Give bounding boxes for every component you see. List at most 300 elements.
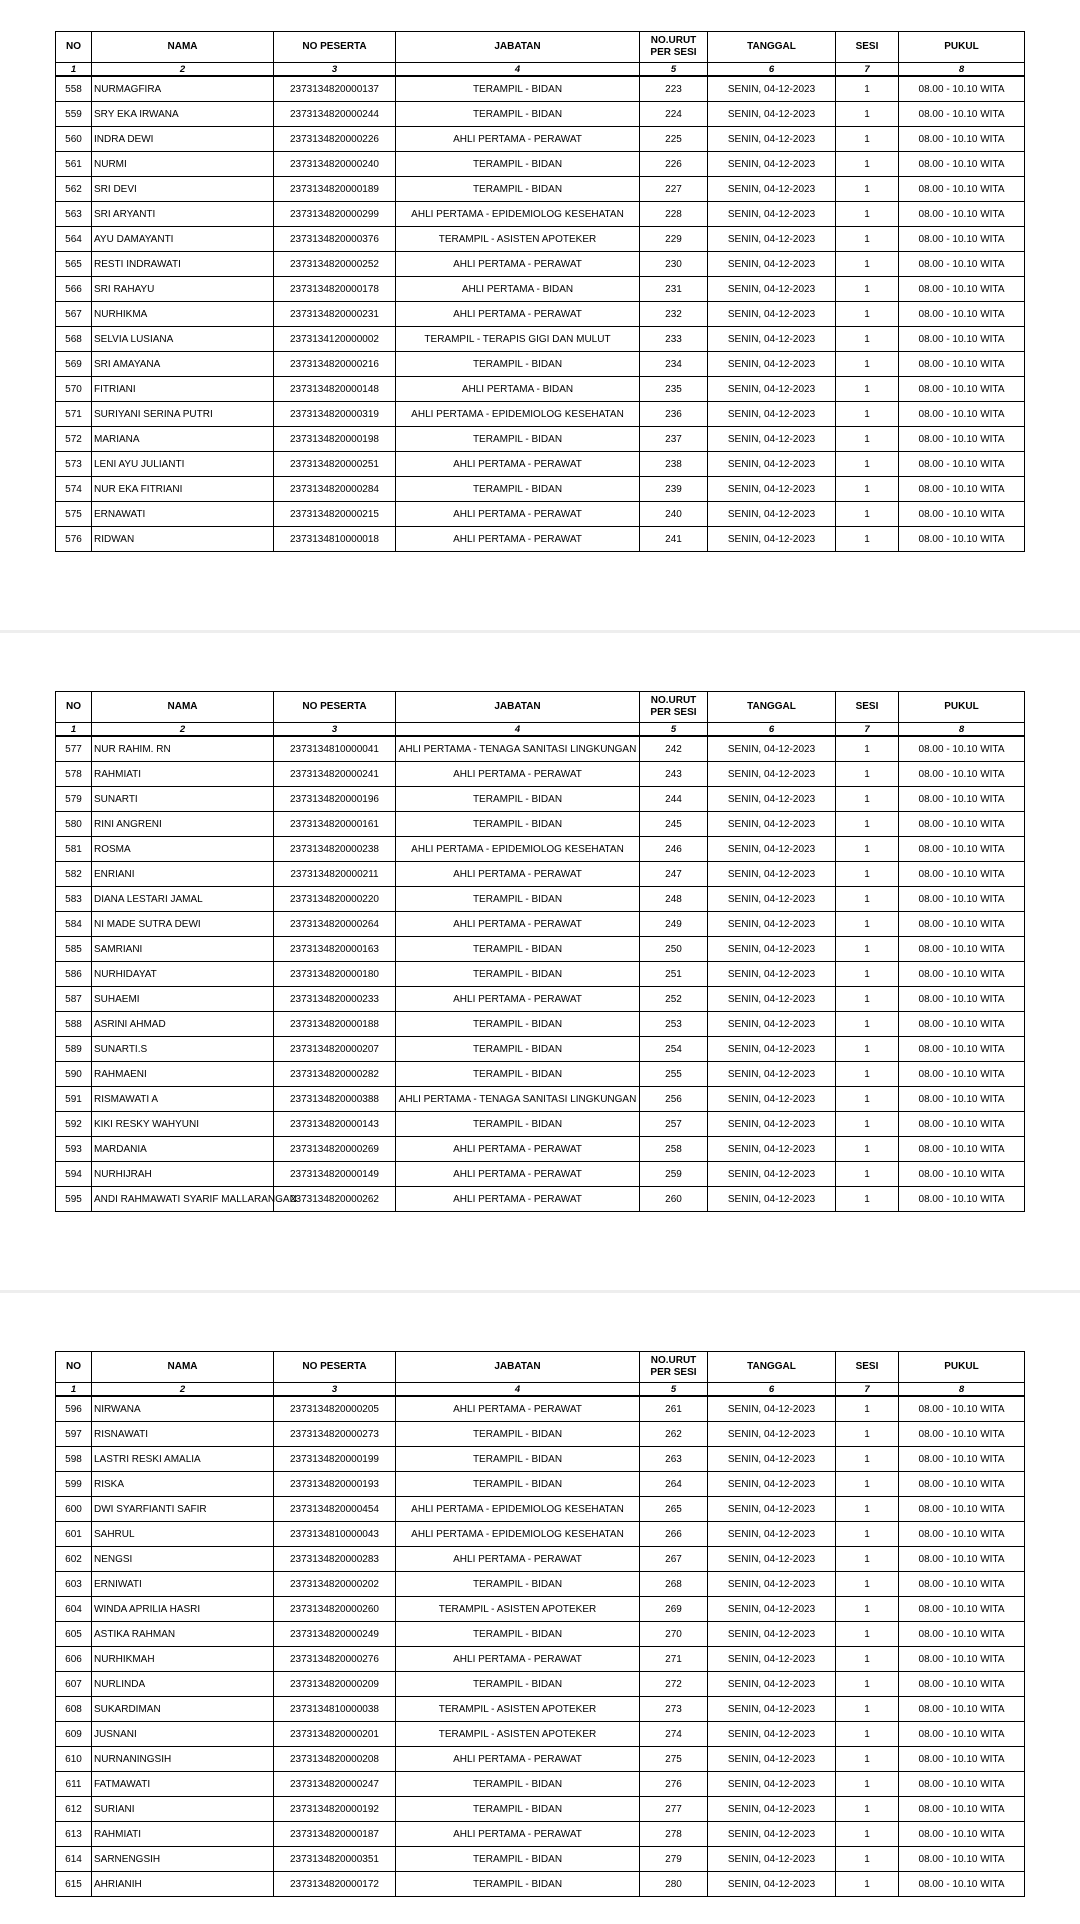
tanggal-cell: SENIN, 04-12-2023 xyxy=(708,527,836,552)
column-index: 2 xyxy=(92,63,274,77)
table-row xyxy=(56,227,1025,252)
no-peserta-cell: 2373134820000252 xyxy=(274,252,396,277)
no-urut-cell: 259 xyxy=(640,1162,708,1187)
table-row xyxy=(56,452,1025,477)
sesi-cell: 1 xyxy=(836,177,899,202)
column-index: 8 xyxy=(899,1383,1025,1397)
nama-cell: ANDI RAHMAWATI SYARIF MALLARANGAN xyxy=(92,1187,274,1212)
pukul-cell: 08.00 - 10.10 WITA xyxy=(899,1547,1025,1572)
table-row xyxy=(56,76,1025,102)
sesi-cell: 1 xyxy=(836,1137,899,1162)
pukul-cell: 08.00 - 10.10 WITA xyxy=(899,1062,1025,1087)
no-cell: 582 xyxy=(56,862,92,887)
no-peserta-cell: 2373134820000196 xyxy=(274,787,396,812)
no-urut-cell: 273 xyxy=(640,1697,708,1722)
no-peserta-cell: 2373134820000299 xyxy=(274,202,396,227)
no-peserta-cell: 2373134820000161 xyxy=(274,812,396,837)
table-row xyxy=(56,1547,1025,1572)
tanggal-cell: SENIN, 04-12-2023 xyxy=(708,1747,836,1772)
table-row xyxy=(56,427,1025,452)
sesi-cell: 1 xyxy=(836,1187,899,1212)
no-peserta-cell: 2373134820000264 xyxy=(274,912,396,937)
no-cell: 597 xyxy=(56,1422,92,1447)
no-urut-cell: 254 xyxy=(640,1037,708,1062)
column-header-no-urut: NO.URUT PER SESI xyxy=(640,692,708,723)
tanggal-cell: SENIN, 04-12-2023 xyxy=(708,762,836,787)
nama-cell: ROSMA xyxy=(92,837,274,862)
pukul-cell: 08.00 - 10.10 WITA xyxy=(899,1112,1025,1137)
pukul-cell: 08.00 - 10.10 WITA xyxy=(899,862,1025,887)
tanggal-cell: SENIN, 04-12-2023 xyxy=(708,1772,836,1797)
no-cell: 599 xyxy=(56,1472,92,1497)
nama-cell: DWI SYARFIANTI SAFIR xyxy=(92,1497,274,1522)
column-index: 1 xyxy=(56,63,92,77)
no-peserta-cell: 2373134820000149 xyxy=(274,1162,396,1187)
pukul-cell: 08.00 - 10.10 WITA xyxy=(899,762,1025,787)
table-row xyxy=(56,1672,1025,1697)
no-peserta-cell: 2373134820000269 xyxy=(274,1137,396,1162)
nama-cell: ASTIKA RAHMAN xyxy=(92,1622,274,1647)
roster-page-1 xyxy=(55,31,1024,552)
pukul-cell: 08.00 - 10.10 WITA xyxy=(899,1396,1025,1422)
tanggal-cell: SENIN, 04-12-2023 xyxy=(708,377,836,402)
table-row xyxy=(56,1062,1025,1087)
no-urut-cell: 229 xyxy=(640,227,708,252)
sesi-cell: 1 xyxy=(836,1822,899,1847)
sesi-cell: 1 xyxy=(836,1772,899,1797)
pukul-cell: 08.00 - 10.10 WITA xyxy=(899,252,1025,277)
sesi-cell: 1 xyxy=(836,1422,899,1447)
no-urut-cell: 240 xyxy=(640,502,708,527)
sesi-cell: 1 xyxy=(836,202,899,227)
no-cell: 563 xyxy=(56,202,92,227)
sesi-cell: 1 xyxy=(836,152,899,177)
tanggal-cell: SENIN, 04-12-2023 xyxy=(708,1872,836,1897)
no-urut-cell: 236 xyxy=(640,402,708,427)
pukul-cell: 08.00 - 10.10 WITA xyxy=(899,1572,1025,1597)
nama-cell: JUSNANI xyxy=(92,1722,274,1747)
pukul-cell: 08.00 - 10.10 WITA xyxy=(899,812,1025,837)
jabatan-cell: AHLI PERTAMA - EPIDEMIOLOG KESEHATAN xyxy=(396,202,640,227)
no-peserta-cell: 2373134820000188 xyxy=(274,1012,396,1037)
tanggal-cell: SENIN, 04-12-2023 xyxy=(708,502,836,527)
jabatan-cell: AHLI PERTAMA - PERAWAT xyxy=(396,1647,640,1672)
no-peserta-cell: 2373134820000178 xyxy=(274,277,396,302)
jabatan-cell: AHLI PERTAMA - EPIDEMIOLOG KESEHATAN xyxy=(396,837,640,862)
jabatan-cell: TERAMPIL - BIDAN xyxy=(396,427,640,452)
jabatan-cell: TERAMPIL - BIDAN xyxy=(396,812,640,837)
no-cell: 589 xyxy=(56,1037,92,1062)
no-urut-cell: 278 xyxy=(640,1822,708,1847)
nama-cell: RAHMIATI xyxy=(92,1822,274,1847)
pukul-cell: 08.00 - 10.10 WITA xyxy=(899,1797,1025,1822)
no-cell: 559 xyxy=(56,102,92,127)
tanggal-cell: SENIN, 04-12-2023 xyxy=(708,352,836,377)
no-urut-cell: 264 xyxy=(640,1472,708,1497)
column-index: 4 xyxy=(396,723,640,737)
tanggal-cell: SENIN, 04-12-2023 xyxy=(708,127,836,152)
table-row xyxy=(56,352,1025,377)
no-peserta-cell: 2373134820000233 xyxy=(274,987,396,1012)
no-cell: 603 xyxy=(56,1572,92,1597)
no-cell: 586 xyxy=(56,962,92,987)
jabatan-cell: TERAMPIL - ASISTEN APOTEKER xyxy=(396,1722,640,1747)
pukul-cell: 08.00 - 10.10 WITA xyxy=(899,452,1025,477)
no-peserta-cell: 2373134820000273 xyxy=(274,1422,396,1447)
column-index: 3 xyxy=(274,63,396,77)
no-peserta-cell: 2373134820000376 xyxy=(274,227,396,252)
nama-cell: DIANA LESTARI JAMAL xyxy=(92,887,274,912)
no-urut-cell: 280 xyxy=(640,1872,708,1897)
column-header-no-peserta: NO PESERTA xyxy=(274,1352,396,1383)
no-cell: 601 xyxy=(56,1522,92,1547)
table-row xyxy=(56,327,1025,352)
pukul-cell: 08.00 - 10.10 WITA xyxy=(899,527,1025,552)
tanggal-cell: SENIN, 04-12-2023 xyxy=(708,202,836,227)
pukul-cell: 08.00 - 10.10 WITA xyxy=(899,1847,1025,1872)
table-row xyxy=(56,862,1025,887)
column-header-no-urut: NO.URUT PER SESI xyxy=(640,32,708,63)
no-urut-cell: 255 xyxy=(640,1062,708,1087)
no-peserta-cell: 2373134820000283 xyxy=(274,1547,396,1572)
sesi-cell: 1 xyxy=(836,1522,899,1547)
column-header-pukul: PUKUL xyxy=(899,32,1025,63)
no-peserta-cell: 2373134820000388 xyxy=(274,1087,396,1112)
tanggal-cell: SENIN, 04-12-2023 xyxy=(708,452,836,477)
column-header-no: NO xyxy=(56,1352,92,1383)
table-row xyxy=(56,1447,1025,1472)
nama-cell: ASRINI AHMAD xyxy=(92,1012,274,1037)
jabatan-cell: AHLI PERTAMA - PERAWAT xyxy=(396,1187,640,1212)
sesi-cell: 1 xyxy=(836,277,899,302)
no-peserta-cell: 2373134820000207 xyxy=(274,1037,396,1062)
tanggal-cell: SENIN, 04-12-2023 xyxy=(708,1137,836,1162)
nama-cell: SRI AMAYANA xyxy=(92,352,274,377)
nama-cell: NIRWANA xyxy=(92,1396,274,1422)
table-row xyxy=(56,1087,1025,1112)
no-cell: 566 xyxy=(56,277,92,302)
column-header-nama: NAMA xyxy=(92,692,274,723)
sesi-cell: 1 xyxy=(836,1162,899,1187)
column-index: 5 xyxy=(640,63,708,77)
column-header-jabatan: JABATAN xyxy=(396,692,640,723)
pukul-cell: 08.00 - 10.10 WITA xyxy=(899,427,1025,452)
tanggal-cell: SENIN, 04-12-2023 xyxy=(708,477,836,502)
nama-cell: SRI ARYANTI xyxy=(92,202,274,227)
column-index: 6 xyxy=(708,723,836,737)
jabatan-cell: TERAMPIL - BIDAN xyxy=(396,1797,640,1822)
pukul-cell: 08.00 - 10.10 WITA xyxy=(899,1597,1025,1622)
nama-cell: NURLINDA xyxy=(92,1672,274,1697)
no-peserta-cell: 2373134810000038 xyxy=(274,1697,396,1722)
pukul-cell: 08.00 - 10.10 WITA xyxy=(899,736,1025,762)
tanggal-cell: SENIN, 04-12-2023 xyxy=(708,1112,836,1137)
tanggal-cell: SENIN, 04-12-2023 xyxy=(708,862,836,887)
no-urut-cell: 257 xyxy=(640,1112,708,1137)
column-index-row xyxy=(56,723,1025,737)
no-urut-cell: 260 xyxy=(640,1187,708,1212)
no-cell: 596 xyxy=(56,1396,92,1422)
no-urut-cell: 277 xyxy=(640,1797,708,1822)
no-peserta-cell: 2373134810000018 xyxy=(274,527,396,552)
no-cell: 606 xyxy=(56,1647,92,1672)
tanggal-cell: SENIN, 04-12-2023 xyxy=(708,812,836,837)
tanggal-cell: SENIN, 04-12-2023 xyxy=(708,302,836,327)
no-cell: 610 xyxy=(56,1747,92,1772)
jabatan-cell: AHLI PERTAMA - BIDAN xyxy=(396,277,640,302)
jabatan-cell: AHLI PERTAMA - PERAWAT xyxy=(396,1137,640,1162)
no-peserta-cell: 2373134820000211 xyxy=(274,862,396,887)
pukul-cell: 08.00 - 10.10 WITA xyxy=(899,787,1025,812)
no-urut-cell: 261 xyxy=(640,1396,708,1422)
no-peserta-cell: 2373134820000216 xyxy=(274,352,396,377)
jabatan-cell: TERAMPIL - BIDAN xyxy=(396,102,640,127)
no-peserta-cell: 2373134820000187 xyxy=(274,1822,396,1847)
column-index: 3 xyxy=(274,1383,396,1397)
no-urut-cell: 274 xyxy=(640,1722,708,1747)
no-cell: 568 xyxy=(56,327,92,352)
table-row xyxy=(56,252,1025,277)
jabatan-cell: TERAMPIL - BIDAN xyxy=(396,177,640,202)
pukul-cell: 08.00 - 10.10 WITA xyxy=(899,127,1025,152)
no-peserta-cell: 2373134820000319 xyxy=(274,402,396,427)
pukul-cell: 08.00 - 10.10 WITA xyxy=(899,1622,1025,1647)
table-row xyxy=(56,1697,1025,1722)
jabatan-cell: TERAMPIL - BIDAN xyxy=(396,1772,640,1797)
sesi-cell: 1 xyxy=(836,987,899,1012)
column-header-tanggal: TANGGAL xyxy=(708,1352,836,1383)
tanggal-cell: SENIN, 04-12-2023 xyxy=(708,937,836,962)
jabatan-cell: AHLI PERTAMA - PERAWAT xyxy=(396,762,640,787)
sesi-cell: 1 xyxy=(836,1112,899,1137)
no-urut-cell: 225 xyxy=(640,127,708,152)
tanggal-cell: SENIN, 04-12-2023 xyxy=(708,402,836,427)
pukul-cell: 08.00 - 10.10 WITA xyxy=(899,1137,1025,1162)
nama-cell: SUHAEMI xyxy=(92,987,274,1012)
nama-cell: SRY EKA IRWANA xyxy=(92,102,274,127)
no-urut-cell: 246 xyxy=(640,837,708,862)
column-header-no-peserta: NO PESERTA xyxy=(274,32,396,63)
no-urut-cell: 232 xyxy=(640,302,708,327)
no-cell: 577 xyxy=(56,736,92,762)
no-cell: 585 xyxy=(56,937,92,962)
no-urut-cell: 242 xyxy=(640,736,708,762)
tanggal-cell: SENIN, 04-12-2023 xyxy=(708,1012,836,1037)
sesi-cell: 1 xyxy=(836,1547,899,1572)
jabatan-cell: TERAMPIL - TERAPIS GIGI DAN MULUT xyxy=(396,327,640,352)
column-index: 6 xyxy=(708,63,836,77)
no-urut-cell: 252 xyxy=(640,987,708,1012)
no-peserta-cell: 2373134820000180 xyxy=(274,962,396,987)
nama-cell: NURNANINGSIH xyxy=(92,1747,274,1772)
tanggal-cell: SENIN, 04-12-2023 xyxy=(708,736,836,762)
pukul-cell: 08.00 - 10.10 WITA xyxy=(899,1447,1025,1472)
table-row xyxy=(56,1472,1025,1497)
nama-cell: SRI DEVI xyxy=(92,177,274,202)
no-peserta-cell: 2373134820000163 xyxy=(274,937,396,962)
tanggal-cell: SENIN, 04-12-2023 xyxy=(708,1037,836,1062)
no-cell: 594 xyxy=(56,1162,92,1187)
sesi-cell: 1 xyxy=(836,302,899,327)
no-peserta-cell: 2373134820000247 xyxy=(274,1772,396,1797)
no-peserta-cell: 2373134820000282 xyxy=(274,1062,396,1087)
sesi-cell: 1 xyxy=(836,1847,899,1872)
pukul-cell: 08.00 - 10.10 WITA xyxy=(899,327,1025,352)
no-cell: 613 xyxy=(56,1822,92,1847)
sesi-cell: 1 xyxy=(836,1647,899,1672)
jabatan-cell: TERAMPIL - BIDAN xyxy=(396,1037,640,1062)
nama-cell: SURIYANI SERINA PUTRI xyxy=(92,402,274,427)
table-row xyxy=(56,1112,1025,1137)
sesi-cell: 1 xyxy=(836,1722,899,1747)
table-row xyxy=(56,1647,1025,1672)
table-row xyxy=(56,1597,1025,1622)
jabatan-cell: AHLI PERTAMA - PERAWAT xyxy=(396,1396,640,1422)
no-urut-cell: 263 xyxy=(640,1447,708,1472)
nama-cell: MARDANIA xyxy=(92,1137,274,1162)
no-urut-cell: 256 xyxy=(640,1087,708,1112)
pukul-cell: 08.00 - 10.10 WITA xyxy=(899,837,1025,862)
no-peserta-cell: 2373134820000284 xyxy=(274,477,396,502)
table-row xyxy=(56,377,1025,402)
no-peserta-cell: 2373134820000260 xyxy=(274,1597,396,1622)
no-urut-cell: 224 xyxy=(640,102,708,127)
jabatan-cell: AHLI PERTAMA - PERAWAT xyxy=(396,502,640,527)
no-urut-cell: 265 xyxy=(640,1497,708,1522)
no-peserta-cell: 2373134820000454 xyxy=(274,1497,396,1522)
no-urut-cell: 241 xyxy=(640,527,708,552)
nama-cell: NURHIKMA xyxy=(92,302,274,327)
sesi-cell: 1 xyxy=(836,1797,899,1822)
table-row xyxy=(56,302,1025,327)
tanggal-cell: SENIN, 04-12-2023 xyxy=(708,1422,836,1447)
pukul-cell: 08.00 - 10.10 WITA xyxy=(899,1672,1025,1697)
nama-cell: INDRA DEWI xyxy=(92,127,274,152)
table-row xyxy=(56,1747,1025,1772)
sesi-cell: 1 xyxy=(836,352,899,377)
table-row xyxy=(56,527,1025,552)
no-peserta-cell: 2373134820000351 xyxy=(274,1847,396,1872)
nama-cell: SAHRUL xyxy=(92,1522,274,1547)
sesi-cell: 1 xyxy=(836,1622,899,1647)
no-cell: 587 xyxy=(56,987,92,1012)
column-header-nama: NAMA xyxy=(92,1352,274,1383)
tanggal-cell: SENIN, 04-12-2023 xyxy=(708,1847,836,1872)
tanggal-cell: SENIN, 04-12-2023 xyxy=(708,1187,836,1212)
nama-cell: LASTRI RESKI AMALIA xyxy=(92,1447,274,1472)
jabatan-cell: TERAMPIL - ASISTEN APOTEKER xyxy=(396,1697,640,1722)
table-row xyxy=(56,1137,1025,1162)
table-row xyxy=(56,1497,1025,1522)
nama-cell: NURHIDAYAT xyxy=(92,962,274,987)
sesi-cell: 1 xyxy=(836,912,899,937)
no-urut-cell: 250 xyxy=(640,937,708,962)
no-cell: 581 xyxy=(56,837,92,862)
page-separator xyxy=(0,630,1080,633)
no-cell: 580 xyxy=(56,812,92,837)
participant-table xyxy=(55,691,1025,1212)
table-row xyxy=(56,1722,1025,1747)
table-row xyxy=(56,1187,1025,1212)
no-urut-cell: 233 xyxy=(640,327,708,352)
no-peserta-cell: 2373134820000198 xyxy=(274,427,396,452)
pukul-cell: 08.00 - 10.10 WITA xyxy=(899,102,1025,127)
nama-cell: FATMAWATI xyxy=(92,1772,274,1797)
nama-cell: RESTI INDRAWATI xyxy=(92,252,274,277)
no-peserta-cell: 2373134820000244 xyxy=(274,102,396,127)
jabatan-cell: AHLI PERTAMA - PERAWAT xyxy=(396,1547,640,1572)
table-row xyxy=(56,177,1025,202)
sesi-cell: 1 xyxy=(836,1087,899,1112)
no-cell: 612 xyxy=(56,1797,92,1822)
no-urut-cell: 249 xyxy=(640,912,708,937)
pukul-cell: 08.00 - 10.10 WITA xyxy=(899,912,1025,937)
table-row xyxy=(56,787,1025,812)
table-row xyxy=(56,1522,1025,1547)
sesi-cell: 1 xyxy=(836,502,899,527)
pukul-cell: 08.00 - 10.10 WITA xyxy=(899,227,1025,252)
table-header-row xyxy=(56,1352,1025,1383)
nama-cell: FITRIANI xyxy=(92,377,274,402)
sesi-cell: 1 xyxy=(836,76,899,102)
no-cell: 593 xyxy=(56,1137,92,1162)
column-index: 8 xyxy=(899,723,1025,737)
nama-cell: WINDA APRILIA HASRI xyxy=(92,1597,274,1622)
no-urut-cell: 237 xyxy=(640,427,708,452)
column-header-sesi: SESI xyxy=(836,692,899,723)
nama-cell: ERNAWATI xyxy=(92,502,274,527)
tanggal-cell: SENIN, 04-12-2023 xyxy=(708,177,836,202)
tanggal-cell: SENIN, 04-12-2023 xyxy=(708,912,836,937)
page-separator xyxy=(0,1290,1080,1293)
no-cell: 602 xyxy=(56,1547,92,1572)
nama-cell: SRI RAHAYU xyxy=(92,277,274,302)
column-index: 1 xyxy=(56,1383,92,1397)
sesi-cell: 1 xyxy=(836,1747,899,1772)
no-urut-cell: 270 xyxy=(640,1622,708,1647)
tanggal-cell: SENIN, 04-12-2023 xyxy=(708,887,836,912)
pukul-cell: 08.00 - 10.10 WITA xyxy=(899,1037,1025,1062)
column-index: 1 xyxy=(56,723,92,737)
column-header-tanggal: TANGGAL xyxy=(708,692,836,723)
pukul-cell: 08.00 - 10.10 WITA xyxy=(899,177,1025,202)
table-row xyxy=(56,152,1025,177)
pukul-cell: 08.00 - 10.10 WITA xyxy=(899,277,1025,302)
sesi-cell: 1 xyxy=(836,1597,899,1622)
no-urut-cell: 269 xyxy=(640,1597,708,1622)
no-cell: 572 xyxy=(56,427,92,452)
no-urut-cell: 279 xyxy=(640,1847,708,1872)
table-row xyxy=(56,277,1025,302)
jabatan-cell: TERAMPIL - BIDAN xyxy=(396,937,640,962)
jabatan-cell: AHLI PERTAMA - PERAWAT xyxy=(396,1822,640,1847)
pukul-cell: 08.00 - 10.10 WITA xyxy=(899,202,1025,227)
jabatan-cell: TERAMPIL - BIDAN xyxy=(396,76,640,102)
pukul-cell: 08.00 - 10.10 WITA xyxy=(899,502,1025,527)
no-peserta-cell: 2373134120000002 xyxy=(274,327,396,352)
sesi-cell: 1 xyxy=(836,402,899,427)
no-urut-cell: 262 xyxy=(640,1422,708,1447)
pukul-cell: 08.00 - 10.10 WITA xyxy=(899,152,1025,177)
jabatan-cell: TERAMPIL - BIDAN xyxy=(396,1672,640,1697)
jabatan-cell: AHLI PERTAMA - BIDAN xyxy=(396,377,640,402)
jabatan-cell: AHLI PERTAMA - EPIDEMIOLOG KESEHATAN xyxy=(396,402,640,427)
table-header-row xyxy=(56,692,1025,723)
tanggal-cell: SENIN, 04-12-2023 xyxy=(708,1572,836,1597)
column-header-no: NO xyxy=(56,32,92,63)
pukul-cell: 08.00 - 10.10 WITA xyxy=(899,962,1025,987)
tanggal-cell: SENIN, 04-12-2023 xyxy=(708,1722,836,1747)
